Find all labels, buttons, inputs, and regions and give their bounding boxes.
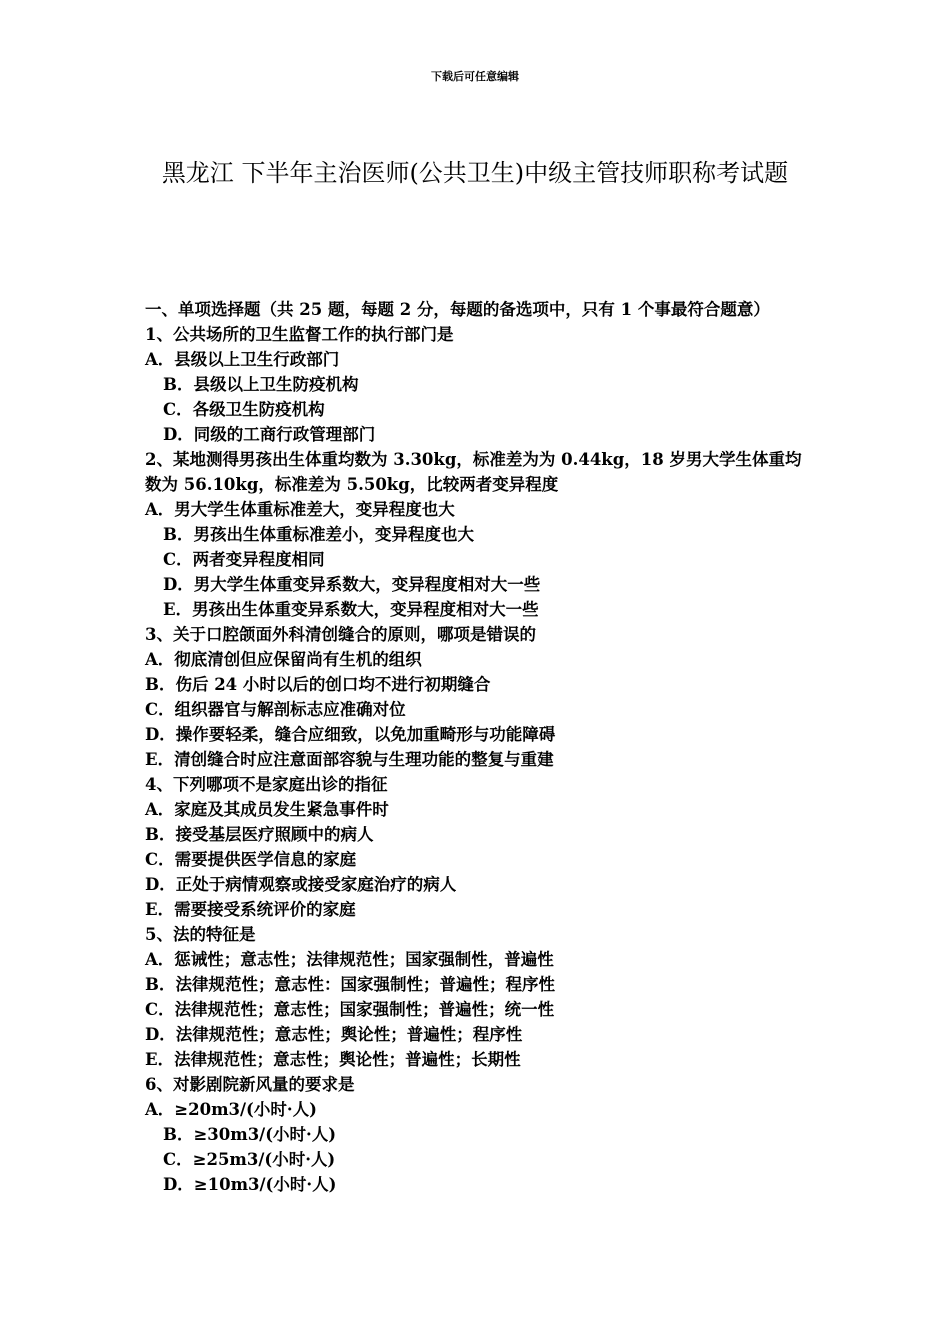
option-5b: B．法律规范性；意志性：国家强制性；普遍性；程序性 xyxy=(145,975,555,994)
option-4b: B．接受基层医疗照顾中的病人 xyxy=(145,825,374,844)
option-1c: C．各级卫生防疫机构 xyxy=(163,400,325,419)
option-5d: D．法律规范性；意志性；舆论性；普遍性；程序性 xyxy=(145,1025,523,1044)
option-3e: E．清创缝合时应注意面部容貌与生理功能的整复与重建 xyxy=(145,750,554,769)
option-2e: E．男孩出生体重变异系数大，变异程度相对大一些 xyxy=(163,600,539,619)
question-1: 1、公共场所的卫生监督工作的执行部门是 xyxy=(145,325,454,344)
page-header: 下载后可任意编辑 xyxy=(431,70,519,83)
question-2: 2、某地测得男孩出生体重均数为 3.30kg，标准差为为 0.44kg，18 岁男大学生体重均数为 56.10kg，标准差为 5.50kg，比较两者变异程度 xyxy=(145,450,802,494)
option-3a: A．彻底清创但应保留尚有生机的组织 xyxy=(145,650,422,669)
option-5a: A．惩诫性；意志性；法律规范性；国家强制性，普遍性 xyxy=(145,950,554,969)
question-6: 6、对影剧院新风量的要求是 xyxy=(145,1075,355,1094)
option-4a: A．家庭及其成员发生紧急事件时 xyxy=(145,800,389,819)
option-3b: B．伤后 24 小时以后的创口均不进行初期缝合 xyxy=(145,675,491,694)
option-1d: D．同级的工商行政管理部门 xyxy=(163,425,376,444)
question-3: 3、关于口腔颌面外科清创缝合的原则，哪项是错误的 xyxy=(145,625,536,644)
option-2c: C．两者变异程度相同 xyxy=(163,550,325,569)
option-1a: A．县级以上卫生行政部门 xyxy=(145,350,340,369)
option-2a: A．男大学生体重标准差大，变异程度也大 xyxy=(145,500,455,519)
document-body xyxy=(145,297,810,1197)
option-4c: C．需要提供医学信息的家庭 xyxy=(145,850,357,869)
option-2d: D．男大学生体重变异系数大，变异程度相对大一些 xyxy=(163,575,541,594)
option-4d: D．正处于病情观察或接受家庭治疗的病人 xyxy=(145,875,457,894)
option-5e: E．法律规范性；意志性；舆论性；普遍性；长期性 xyxy=(145,1050,521,1069)
question-4: 4、下列哪项不是家庭出诊的指征 xyxy=(145,775,388,794)
option-4e: E．需要接受系统评价的家庭 xyxy=(145,900,356,919)
section-heading: 一、单项选择题（共 25 题，每题 2 分，每题的备选项中，只有 1 个事最符合题意） xyxy=(145,300,770,319)
option-1b: B．县级以上卫生防疫机构 xyxy=(163,375,359,394)
option-2b: B．男孩出生体重标准差小，变异程度也大 xyxy=(163,525,474,544)
option-6c: C．≥25m3/(小时·人) xyxy=(163,1150,336,1169)
question-5: 5、法的特征是 xyxy=(145,925,256,944)
option-3d: D．操作要轻柔，缝合应细致，以免加重畸形与功能障碍 xyxy=(145,725,556,744)
option-6d: D．≥10m3/(小时·人) xyxy=(163,1175,337,1194)
option-6a: A．≥20m3/(小时·人) xyxy=(145,1100,317,1119)
option-3c: C．组织器官与解剖标志应准确对位 xyxy=(145,700,406,719)
option-6b: B．≥30m3/(小时·人) xyxy=(163,1125,337,1144)
option-5c: C．法律规范性；意志性；国家强制性；普遍性；统一性 xyxy=(145,1000,555,1019)
document-title: 黑龙江 下半年主治医师(公共卫生)中级主管技师职称考试题 xyxy=(161,159,789,187)
